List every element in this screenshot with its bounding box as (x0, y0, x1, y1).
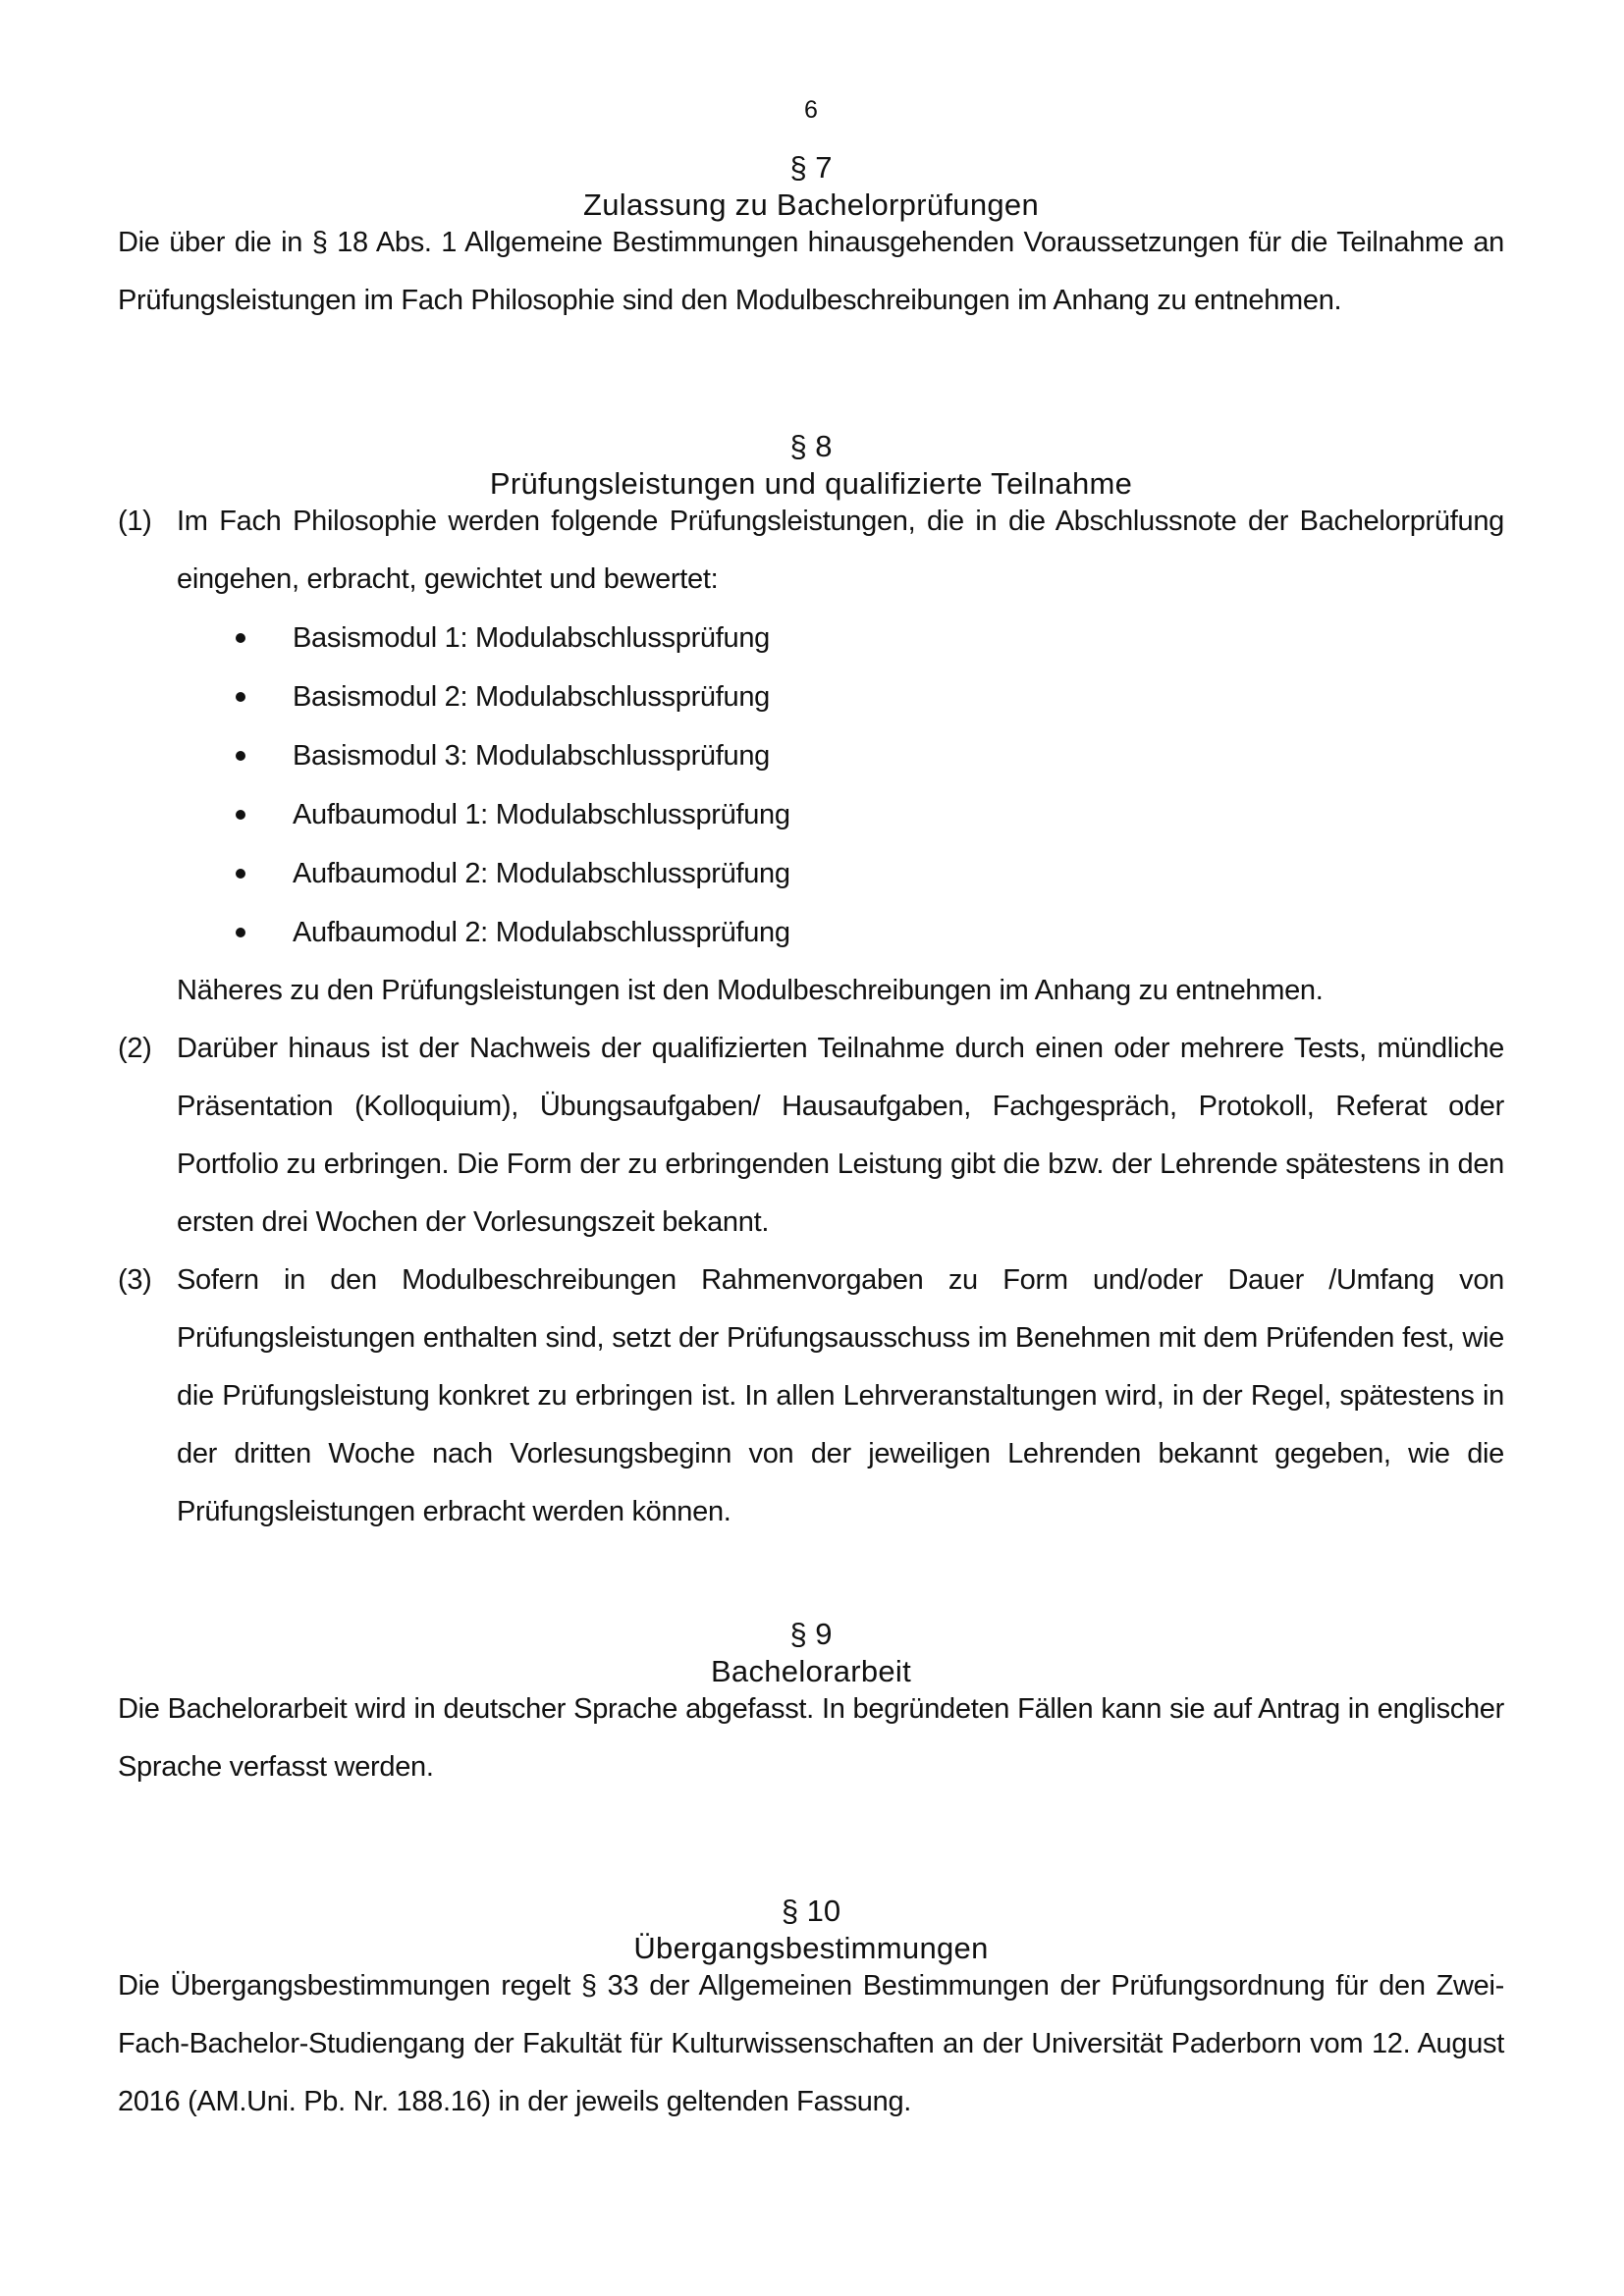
section-7 (118, 149, 1504, 330)
section-title: Übergangsbestimmungen (633, 1931, 989, 1965)
section-10 (118, 1893, 1504, 2131)
section-8 (118, 428, 1504, 1541)
list-item: Basismodul 2: Modulabschlussprüfung (177, 667, 1504, 726)
paragraph-number: (3) (118, 1264, 152, 1296)
page-number: 6 (804, 96, 818, 124)
list-item: Aufbaumodul 2: Modulabschlussprüfung (177, 844, 1504, 903)
paragraph-text: Sofern in den Modulbeschreibungen Rahmenvorgaben zu Form und/oder Dauer /Umfang von Prüfungsleistungen enthalten sind, setzt der Prüfungsausschuss im Benehmen mit dem Prüfenden fest, wie die Prüfungsleistung konkret zu erbringen ist. In allen Lehrveranstaltungen wird, in der Regel, spätestens in der dritten Woche nach Vorlesungsbeginn von der jeweiligen Lehrenden bekannt gegeben, wie die Prüfungsleistungen erbracht werden können. (177, 1264, 1504, 1527)
section-text: Die über die in § 18 Abs. 1 Allgemeine Bestimmungen hinausgehenden Voraussetzungen für die Teilnahme an Prüfungsleistungen im Fach Philosophie sind den Modulbeschreibungen im Anhang zu entnehmen. (118, 227, 1504, 316)
list-item: Aufbaumodul 1: Modulabschlussprüfung (177, 785, 1504, 844)
section-sign: § 9 (789, 1617, 833, 1651)
bullet-icon (236, 633, 245, 643)
list-item: Basismodul 3: Modulabschlussprüfung (177, 726, 1504, 785)
bullet-icon (236, 692, 245, 702)
section-title: Bachelorarbeit (710, 1654, 912, 1688)
section-9 (118, 1616, 1504, 1796)
paragraph-2 (118, 1020, 1504, 1252)
section-text: Die Übergangsbestimmungen regelt § 33 der Allgemeinen Bestimmungen der Prüfungsordnung für den Zwei-Fach-Bachelor-Studiengang der Fakultät für Kulturwissenschaften an der Universität Paderborn vom 12. August 2016 (AM.Uni. Pb. Nr. 188.16) in der jeweils geltenden Fassung. (118, 1970, 1504, 2117)
section-text: Die Bachelorarbeit wird in deutscher Sprache abgefasst. In begründeten Fällen kann sie auf Antrag in englischer Sprache verfasst werden. (118, 1693, 1504, 1783)
bullet-icon (236, 751, 245, 761)
section-sign: § 10 (781, 1894, 841, 1928)
bullet-icon (236, 928, 245, 937)
paragraph-number: (1) (118, 506, 152, 537)
bullet-icon (236, 810, 245, 820)
section-title: Prüfungsleistungen und qualifizierte Teilnahme (489, 466, 1133, 501)
paragraph-text: Im Fach Philosophie werden folgende Prüfungsleistungen, die in die Abschlussnote der Bachelorprüfung eingehen, erbracht, gewichtet und bewertet: (177, 506, 1504, 595)
list-item: Basismodul 1: Modulabschlussprüfung (177, 609, 1504, 667)
section-title: Zulassung zu Bachelorprüfungen (583, 187, 1039, 222)
section-sign: § 7 (789, 150, 833, 185)
paragraph-note: Näheres zu den Prüfungsleistungen ist den Modulbeschreibungen im Anhang zu entnehmen. (177, 975, 1324, 1006)
paragraph-1 (118, 493, 1504, 609)
paragraph-3 (118, 1252, 1504, 1541)
exam-list (118, 609, 1504, 962)
paragraph-number: (2) (118, 1033, 152, 1064)
paragraph-text: Darüber hinaus ist der Nachweis der qualifizierten Teilnahme durch einen oder mehrere Tests, mündliche Präsentation (Kolloquium), Übungsaufgaben/ Hausaufgaben, Fachgespräch, Protokoll, Referat oder Portfolio zu erbringen. Die Form der zu erbringenden Leistung gibt die bzw. der Lehrende spätestens in den ersten drei Wochen der Vorlesungszeit bekannt. (177, 1033, 1504, 1238)
list-item: Aufbaumodul 2: Modulabschlussprüfung (177, 903, 1504, 962)
section-sign: § 8 (789, 429, 833, 463)
bullet-icon (236, 869, 245, 879)
